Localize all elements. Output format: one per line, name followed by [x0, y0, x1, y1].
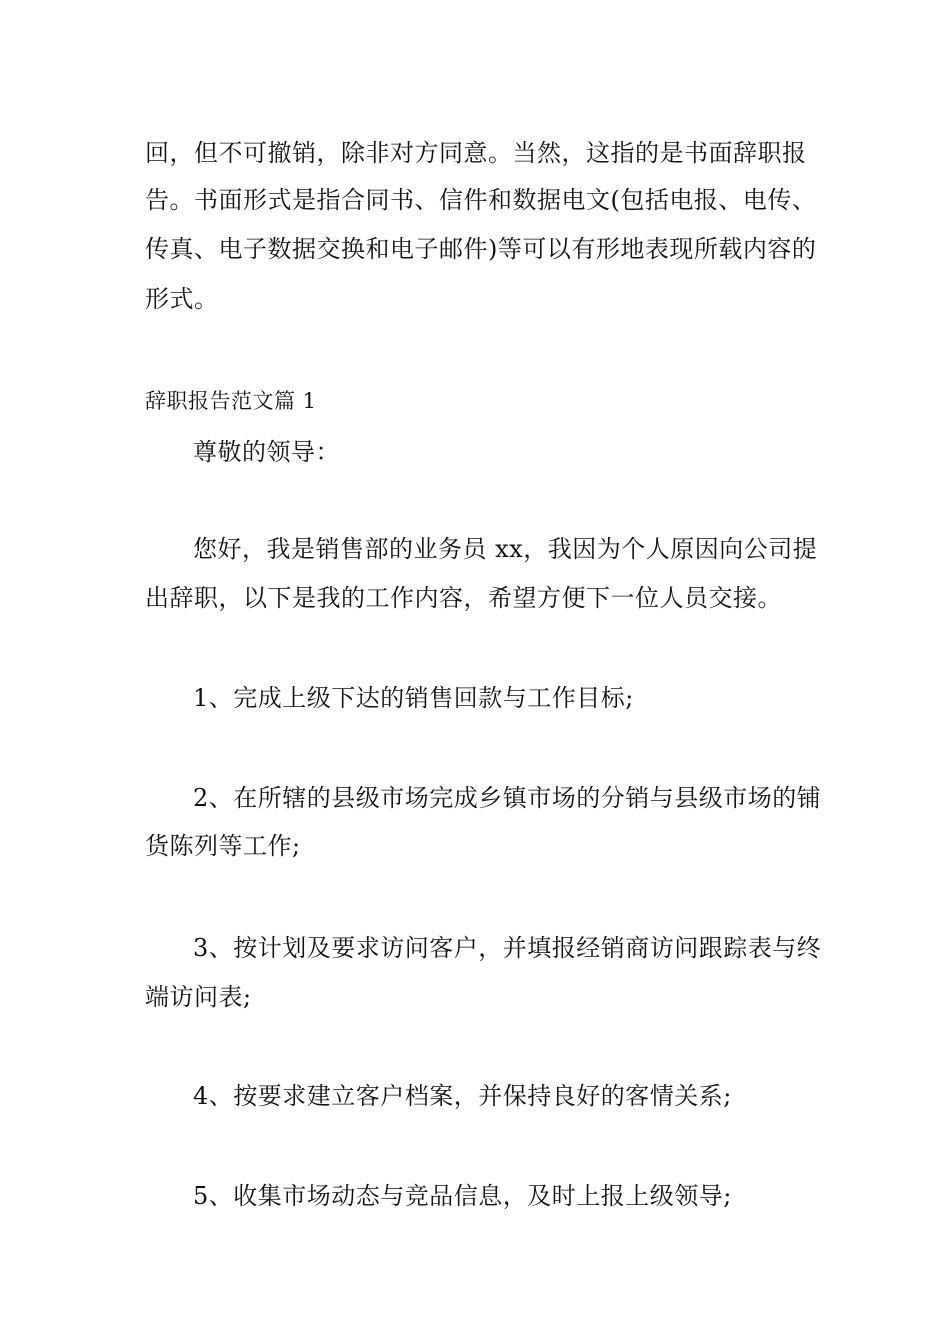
section-heading: 辞职报告范文篇 1 [145, 389, 317, 413]
intro-line-4: 形式。 [145, 285, 219, 313]
salutation: 尊敬的领导： [193, 438, 340, 466]
intro-line-1: 回，但不可撤销，除非对方同意。当然，这指的是书面辞职报 [145, 139, 807, 167]
body-line-1: 您好，我是销售部的业务员 xx，我因为个人原因向公司提 [193, 535, 818, 563]
list-item-2-line-1: 2、在所辖的县级市场完成乡镇市场的分销与县级市场的铺 [193, 784, 822, 812]
list-item-2-line-2: 货陈列等工作; [145, 832, 301, 860]
list-item-1: 1、完成上级下达的销售回款与工作目标; [193, 684, 634, 712]
list-item-4: 4、按要求建立客户档案，并保持良好的客情关系; [193, 1082, 732, 1110]
list-item-3-line-2: 端访问表; [145, 983, 252, 1011]
intro-line-2: 告。书面形式是指合同书、信件和数据电文(包括电报、电传、 [145, 186, 817, 214]
body-line-2: 出辞职，以下是我的工作内容，希望方便下一位人员交接。 [145, 584, 782, 612]
list-item-5: 5、收集市场动态与竞品信息，及时上报上级领导; [193, 1182, 732, 1210]
list-item-3-line-1: 3、按计划及要求访问客户，并填报经销商访问跟踪表与终 [193, 934, 822, 962]
intro-line-3: 传真、电子数据交换和电子邮件)等可以有形地表现所载内容的 [145, 235, 817, 263]
